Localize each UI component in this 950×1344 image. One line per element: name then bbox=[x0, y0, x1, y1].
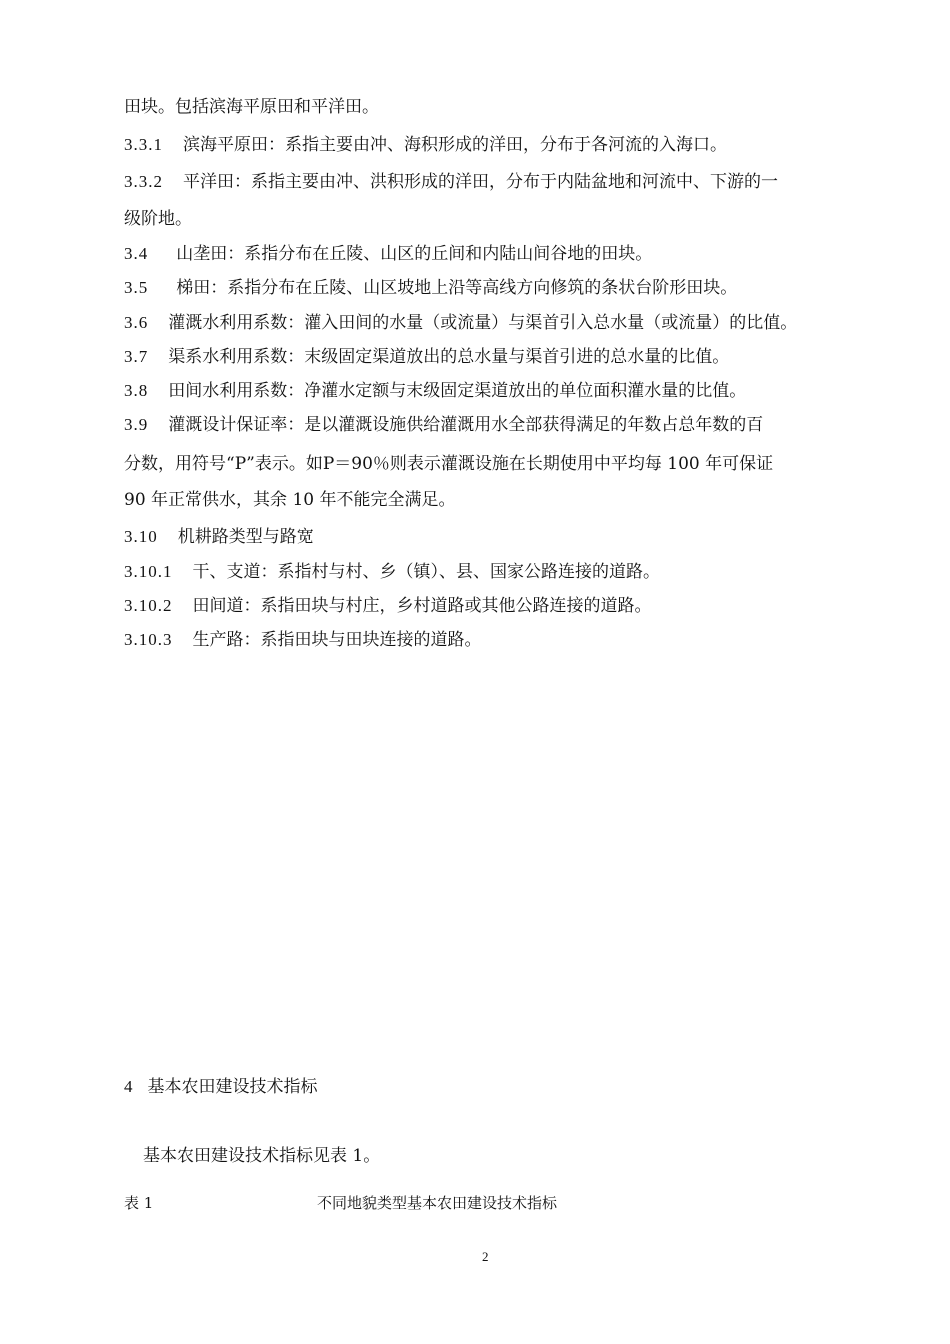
clause-text: 山垄田：系指分布在丘陵、山区的丘间和内陆山间谷地的田块。 bbox=[176, 244, 653, 264]
clause-3-8 bbox=[124, 380, 746, 402]
clause-3-6 bbox=[124, 312, 797, 334]
clause-number: 3.5 bbox=[124, 278, 149, 297]
clause-number: 3.4 bbox=[124, 244, 149, 263]
text-line bbox=[124, 208, 192, 230]
clause-number: 3.8 bbox=[124, 381, 149, 400]
clause-text: 干、支道：系指村与村、乡（镇）、县、国家公路连接的道路。 bbox=[192, 562, 660, 582]
intro-paragraph: 基本农田建设技术指标见表 1。 bbox=[143, 1146, 381, 1166]
clause-3-7 bbox=[124, 346, 729, 368]
text-line bbox=[124, 489, 455, 511]
clause-3-10 bbox=[124, 526, 314, 548]
clause-3-5 bbox=[124, 277, 737, 299]
clause-3-10-3 bbox=[124, 629, 482, 651]
clause-text: 生产路：系指田块与田块连接的道路。 bbox=[192, 630, 482, 650]
clause-number: 3.10.3 bbox=[124, 630, 173, 649]
line-text: 分数，用符号“P”表示。如P＝90％则表示灌溉设施在长期使用中平均每 100 年可保证 bbox=[124, 454, 774, 474]
page-number: 2 bbox=[482, 1249, 489, 1264]
section-heading bbox=[124, 1076, 318, 1098]
clause-text: 灌溉水利用系数：灌入田间的水量（或流量）与渠首引入总水量（或流量）的比值。 bbox=[168, 313, 798, 333]
clause-text: 梯田：系指分布在丘陵、山区坡地上沿等高线方向修筑的条状台阶形田块。 bbox=[176, 278, 738, 298]
section-number: 4 bbox=[124, 1077, 134, 1096]
clause-3-10-1 bbox=[124, 561, 660, 583]
clause-3-10-2 bbox=[124, 595, 652, 617]
text-line bbox=[124, 96, 379, 118]
clause-text: 机耕路类型与路宽 bbox=[177, 527, 314, 547]
clause-number: 3.6 bbox=[124, 313, 149, 332]
line-text: 田块。包括滨海平原田和平洋田。 bbox=[124, 97, 379, 117]
clause-text: 灌溉设计保证率：是以灌溉设施供给灌溉用水全部获得满足的年数占总年数的百 bbox=[168, 415, 764, 435]
line-text: 级阶地。 bbox=[124, 209, 192, 229]
clause-3-3-1 bbox=[124, 134, 727, 156]
clause-text: 田间道：系指田块与村庄，乡村道路或其他公路连接的道路。 bbox=[192, 596, 652, 616]
clause-text: 渠系水利用系数：末级固定渠道放出的总水量与渠首引进的总水量的比值。 bbox=[168, 347, 730, 367]
clause-text: 滨海平原田：系指主要由冲、海积形成的洋田，分布于各河流的入海口。 bbox=[183, 135, 727, 155]
clause-3-3-2 bbox=[124, 171, 778, 193]
clause-number: 3.3.1 bbox=[124, 135, 163, 154]
text-line bbox=[124, 453, 773, 475]
clause-number: 3.10 bbox=[124, 527, 158, 546]
section-title: 基本农田建设技术指标 bbox=[147, 1077, 318, 1097]
clause-3-9 bbox=[124, 414, 763, 436]
clause-number: 3.7 bbox=[124, 347, 149, 366]
clause-number: 3.10.2 bbox=[124, 596, 173, 615]
line-text: 90 年正常供水，其余 10 年不能完全满足。 bbox=[124, 490, 456, 510]
clause-number: 3.3.2 bbox=[124, 172, 163, 191]
clause-3-4 bbox=[124, 243, 652, 265]
clause-text: 田间水利用系数：净灌水定额与末级固定渠道放出的单位面积灌水量的比值。 bbox=[168, 381, 747, 401]
clause-text: 平洋田：系指主要由冲、洪积形成的洋田，分布于内陆盆地和河流中、下游的一 bbox=[183, 172, 778, 192]
table-caption-title: 不同地貌类型基本农田建设技术指标 bbox=[317, 1194, 558, 1212]
clause-number: 3.9 bbox=[124, 415, 149, 434]
table-caption-label: 表 1 bbox=[124, 1194, 154, 1212]
clause-number: 3.10.1 bbox=[124, 562, 173, 581]
